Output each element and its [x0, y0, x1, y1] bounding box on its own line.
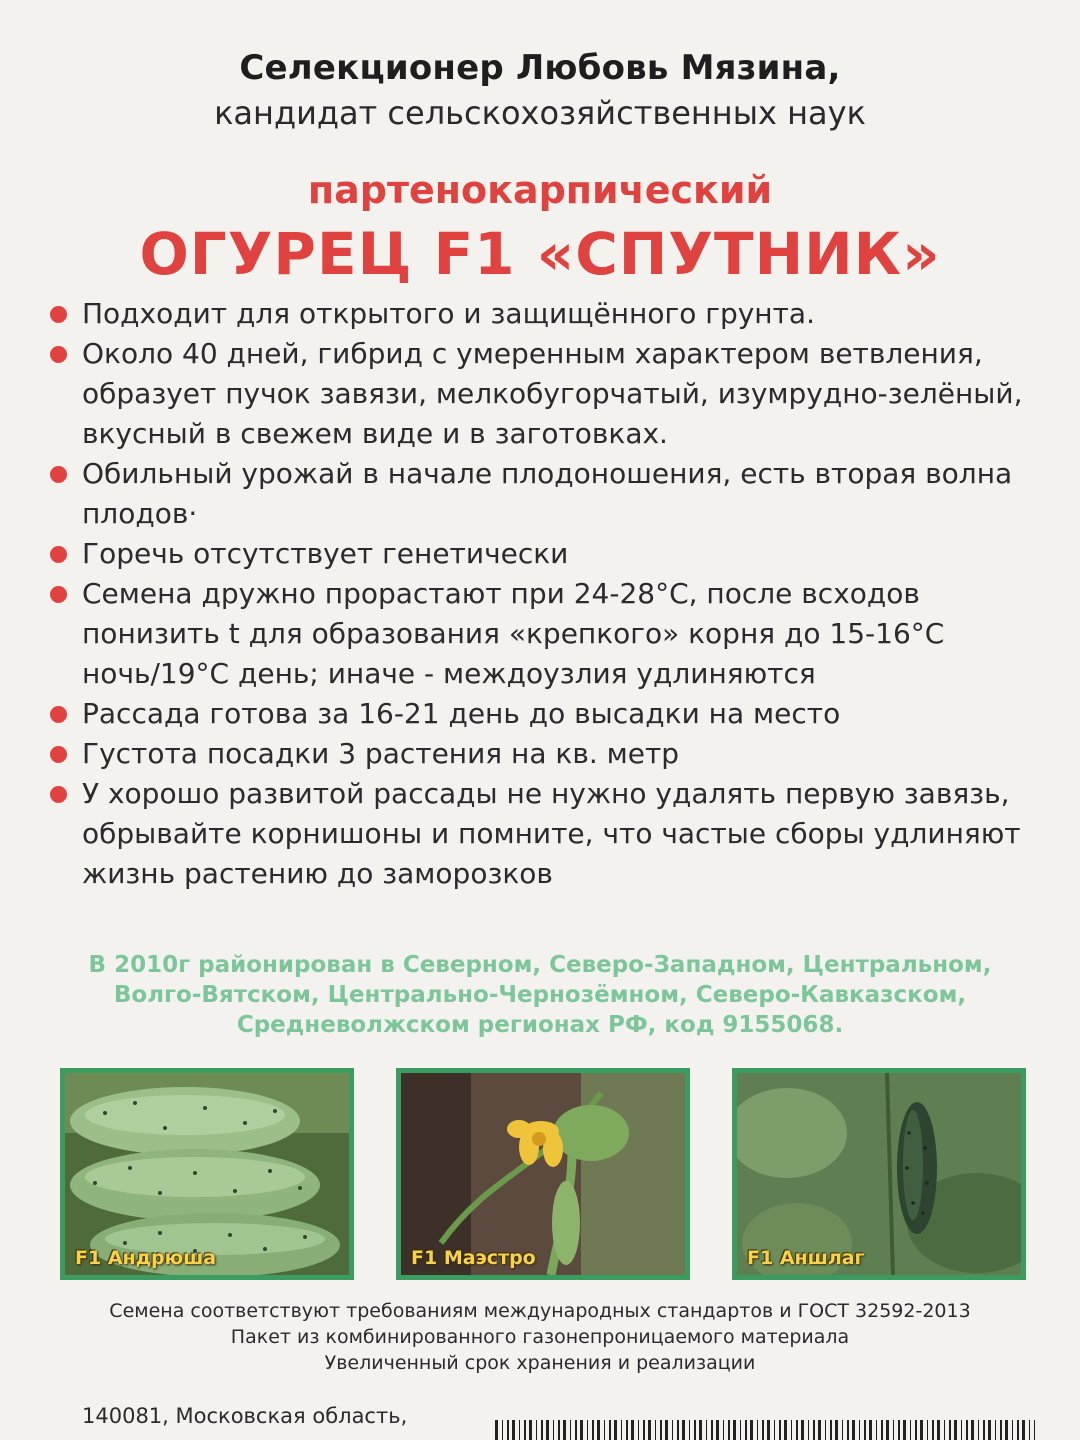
- zoning-line: Волго-Вятском, Центрально-Чернозёмном, Северо-Кавказском,: [113, 982, 967, 1008]
- feature-item: [46, 694, 1056, 734]
- zoning-info: [40, 950, 1040, 1040]
- feature-text: Семена дружно прорастают при 24-28°С, после всходов понизить t для образования «крепкого» корня до 15-16°С ночь/19°С день; иначе - междоузлия удлиняются: [82, 577, 945, 690]
- bullet-icon: [50, 546, 67, 563]
- address: 140081, Московская область,: [82, 1404, 408, 1428]
- feature-text: Около 40 дней, гибрид с умеренным характером ветвления, образует пучок завязи, мелкобугорчатый, изумрудно-зелёный, вкусный в свежем виде и в заготовках.: [82, 337, 1023, 450]
- bullet-icon: [50, 346, 67, 363]
- feature-text: Подходит для открытого и защищённого грунта.: [82, 297, 815, 330]
- standards-line: Увеличенный срок хранения и реализации: [324, 1352, 756, 1374]
- variety-photo-maestro: [396, 1068, 690, 1280]
- variety-type: партенокарпический: [307, 168, 773, 212]
- feature-text: Густота посадки 3 растения на кв. метр: [82, 737, 680, 770]
- bullet-icon: [50, 466, 67, 483]
- feature-item: [46, 294, 1056, 334]
- photo-caption: F1 Маэстро: [411, 1247, 536, 1269]
- bullet-icon: [50, 746, 67, 763]
- bullet-icon: [50, 786, 67, 803]
- feature-list: [46, 294, 1056, 894]
- variety-photo-anshlag: [732, 1068, 1026, 1280]
- photo-caption: F1 Аншлаг: [747, 1247, 865, 1269]
- cucumbers-photo-icon: [65, 1073, 349, 1275]
- bullet-icon: [50, 306, 67, 323]
- variety-name: ОГУРЕЦ F1 «СПУТНИК»: [139, 220, 941, 288]
- zoning-line: В 2010г районирован в Северном, Северо-Западном, Центральном,: [88, 952, 992, 978]
- barcode: [495, 1420, 1035, 1440]
- feature-item: [46, 334, 1056, 454]
- feature-text: Рассада готова за 16-21 день до высадки на место: [82, 697, 841, 730]
- bullet-icon: [50, 586, 67, 603]
- cucumber-plant-photo-icon: [737, 1073, 1021, 1275]
- feature-item: [46, 534, 1056, 574]
- feature-item: [46, 574, 1056, 694]
- feature-text: Обильный урожай в начале плодоношения, есть вторая волна плодов·: [82, 457, 1013, 530]
- breeder-name: Селекционер Любовь Мязина,: [239, 48, 841, 88]
- zoning-line: Средневолжском регионах РФ, код 9155068.: [236, 1012, 844, 1038]
- feature-text: Горечь отсутствует генетически: [82, 537, 569, 570]
- standards-info: [0, 1298, 1080, 1376]
- variety-photo-andryusha: [60, 1068, 354, 1280]
- cucumber-flower-photo-icon: [401, 1073, 685, 1275]
- standards-line: Семена соответствуют требованиям международных стандартов и ГОСТ 32592-2013: [109, 1300, 971, 1322]
- breeder-title: кандидат сельскохозяйственных наук: [214, 94, 866, 132]
- feature-item: [46, 454, 1056, 534]
- bullet-icon: [50, 706, 67, 723]
- feature-text: У хорошо развитой рассады не нужно удалять первую завязь, обрывайте корнишоны и помните, что частые сборы удлиняют жизнь растению до заморозков: [82, 777, 1021, 890]
- standards-line: Пакет из комбинированного газонепроницаемого материала: [230, 1326, 850, 1348]
- photo-caption: F1 Андрюша: [75, 1247, 217, 1269]
- feature-item: [46, 774, 1056, 894]
- feature-item: [46, 734, 1056, 774]
